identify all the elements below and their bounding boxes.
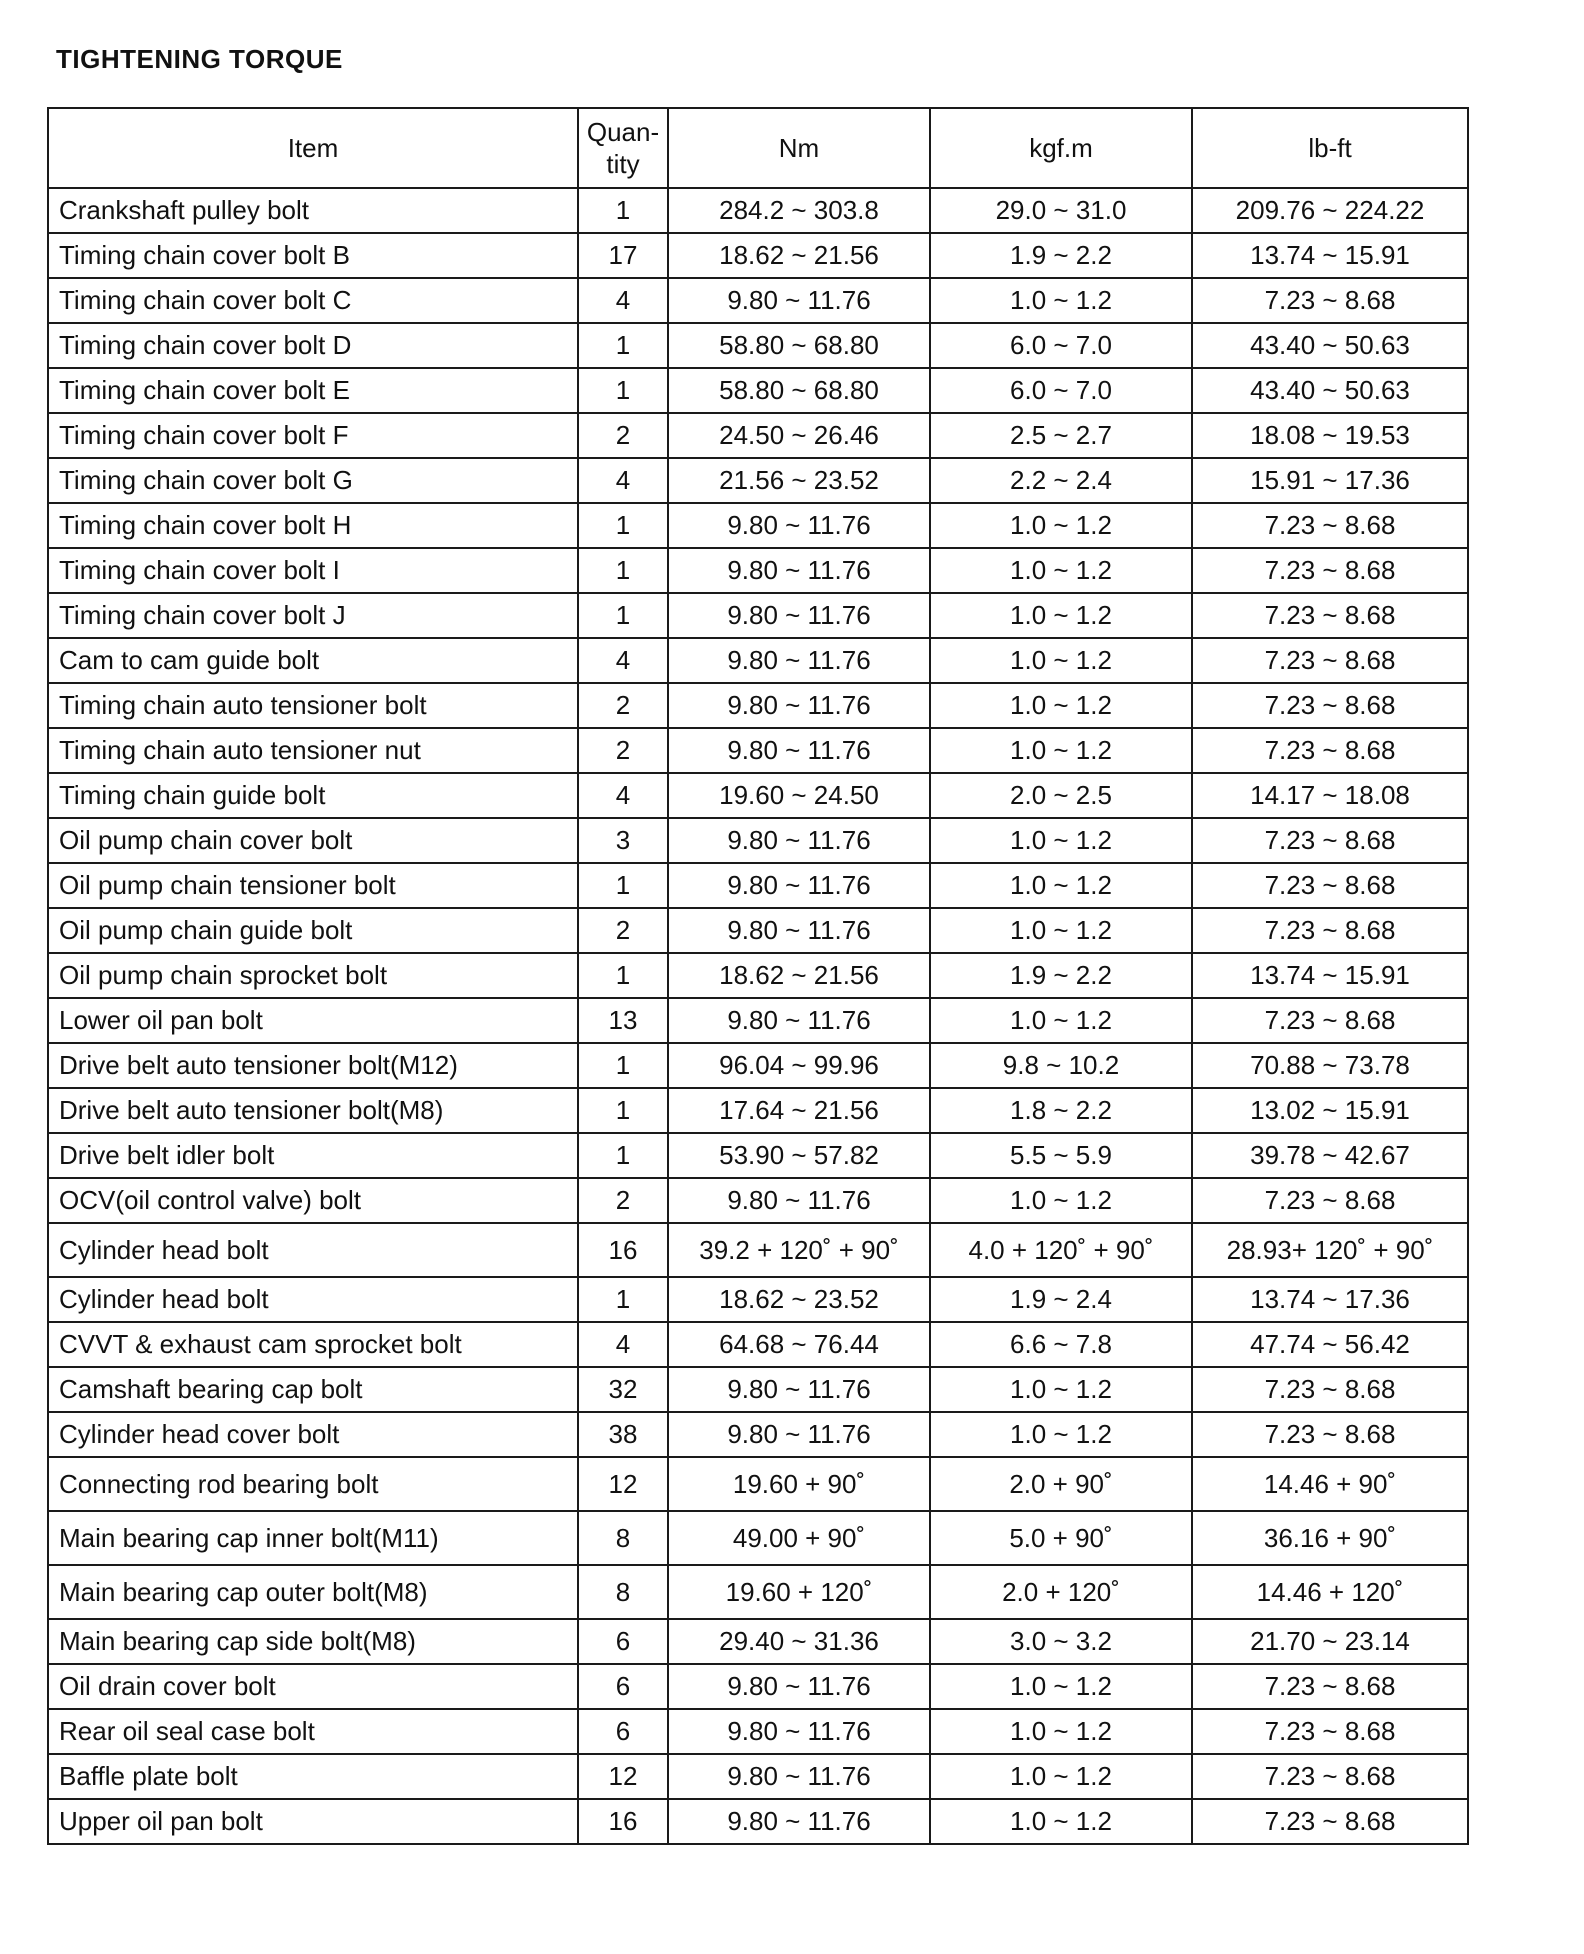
table-row [48, 1799, 1468, 1844]
cell-item: Oil pump chain guide bolt [48, 908, 578, 953]
table-row [48, 863, 1468, 908]
cell-quantity: 2 [578, 1178, 668, 1223]
cell-item: Timing chain cover bolt F [48, 413, 578, 458]
cell-item: Oil pump chain cover bolt [48, 818, 578, 863]
cell-item: Main bearing cap inner bolt(M11) [48, 1511, 578, 1565]
cell-item: Timing chain cover bolt G [48, 458, 578, 503]
cell-item: Drive belt idler bolt [48, 1133, 578, 1178]
cell-item: Crankshaft pulley bolt [48, 188, 578, 233]
table-row [48, 1457, 1468, 1511]
cell-kgfm: 2.5 ~ 2.7 [930, 413, 1192, 458]
cell-item: Timing chain guide bolt [48, 773, 578, 818]
table-row [48, 953, 1468, 998]
table-row [48, 1565, 1468, 1619]
cell-quantity: 4 [578, 458, 668, 503]
cell-quantity: 4 [578, 1322, 668, 1367]
cell-quantity: 17 [578, 233, 668, 278]
cell-lbft: 13.74 ~ 15.91 [1192, 953, 1468, 998]
table-row [48, 908, 1468, 953]
cell-quantity: 1 [578, 188, 668, 233]
cell-item: Timing chain cover bolt C [48, 278, 578, 323]
cell-item: Baffle plate bolt [48, 1754, 578, 1799]
table-row [48, 278, 1468, 323]
cell-lbft: 7.23 ~ 8.68 [1192, 593, 1468, 638]
cell-item: Upper oil pan bolt [48, 1799, 578, 1844]
table-row [48, 638, 1468, 683]
table-row [48, 548, 1468, 593]
table-body [48, 188, 1468, 1844]
cell-lbft: 43.40 ~ 50.63 [1192, 368, 1468, 413]
cell-lbft: 14.46 + 120˚ [1192, 1565, 1468, 1619]
cell-nm: 18.62 ~ 21.56 [668, 233, 930, 278]
cell-item: Cam to cam guide bolt [48, 638, 578, 683]
cell-quantity: 2 [578, 728, 668, 773]
cell-quantity: 3 [578, 818, 668, 863]
table-row [48, 233, 1468, 278]
cell-kgfm: 1.8 ~ 2.2 [930, 1088, 1192, 1133]
cell-quantity: 2 [578, 908, 668, 953]
cell-quantity: 1 [578, 1133, 668, 1178]
cell-kgfm: 1.9 ~ 2.4 [930, 1277, 1192, 1322]
cell-item: Cylinder head bolt [48, 1277, 578, 1322]
cell-nm: 9.80 ~ 11.76 [668, 638, 930, 683]
page-title: TIGHTENING TORQUE [56, 44, 343, 74]
cell-quantity: 1 [578, 953, 668, 998]
cell-nm: 17.64 ~ 21.56 [668, 1088, 930, 1133]
cell-kgfm: 1.0 ~ 1.2 [930, 593, 1192, 638]
cell-kgfm: 1.0 ~ 1.2 [930, 548, 1192, 593]
cell-nm: 64.68 ~ 76.44 [668, 1322, 930, 1367]
cell-kgfm: 6.0 ~ 7.0 [930, 368, 1192, 413]
cell-kgfm: 1.0 ~ 1.2 [930, 1412, 1192, 1457]
cell-nm: 9.80 ~ 11.76 [668, 1412, 930, 1457]
cell-nm: 9.80 ~ 11.76 [668, 683, 930, 728]
cell-lbft: 18.08 ~ 19.53 [1192, 413, 1468, 458]
cell-lbft: 7.23 ~ 8.68 [1192, 863, 1468, 908]
cell-lbft: 7.23 ~ 8.68 [1192, 1412, 1468, 1457]
cell-kgfm: 1.0 ~ 1.2 [930, 1799, 1192, 1844]
cell-nm: 24.50 ~ 26.46 [668, 413, 930, 458]
cell-nm: 18.62 ~ 23.52 [668, 1277, 930, 1322]
cell-kgfm: 2.2 ~ 2.4 [930, 458, 1192, 503]
cell-kgfm: 1.0 ~ 1.2 [930, 1664, 1192, 1709]
cell-lbft: 28.93+ 120˚ + 90˚ [1192, 1223, 1468, 1277]
cell-kgfm: 1.0 ~ 1.2 [930, 998, 1192, 1043]
cell-item: Oil pump chain tensioner bolt [48, 863, 578, 908]
cell-lbft: 7.23 ~ 8.68 [1192, 1709, 1468, 1754]
cell-kgfm: 5.5 ~ 5.9 [930, 1133, 1192, 1178]
cell-quantity: 13 [578, 998, 668, 1043]
cell-lbft: 39.78 ~ 42.67 [1192, 1133, 1468, 1178]
cell-quantity: 32 [578, 1367, 668, 1412]
cell-nm: 9.80 ~ 11.76 [668, 818, 930, 863]
header-quantity-line1: Quan- [586, 117, 660, 147]
cell-kgfm: 5.0 + 90˚ [930, 1511, 1192, 1565]
cell-lbft: 36.16 + 90˚ [1192, 1511, 1468, 1565]
cell-nm: 9.80 ~ 11.76 [668, 1709, 930, 1754]
cell-kgfm: 1.0 ~ 1.2 [930, 278, 1192, 323]
cell-item: Rear oil seal case bolt [48, 1709, 578, 1754]
cell-item: Timing chain auto tensioner bolt [48, 683, 578, 728]
cell-lbft: 7.23 ~ 8.68 [1192, 503, 1468, 548]
cell-quantity: 1 [578, 593, 668, 638]
cell-quantity: 6 [578, 1619, 668, 1664]
header-kgfm: kgf.m [930, 108, 1192, 188]
cell-item: CVVT & exhaust cam sprocket bolt [48, 1322, 578, 1367]
cell-item: Cylinder head bolt [48, 1223, 578, 1277]
header-item: Item [48, 108, 578, 188]
cell-kgfm: 29.0 ~ 31.0 [930, 188, 1192, 233]
cell-nm: 9.80 ~ 11.76 [668, 998, 930, 1043]
cell-quantity: 1 [578, 1088, 668, 1133]
cell-quantity: 16 [578, 1223, 668, 1277]
cell-quantity: 1 [578, 368, 668, 413]
table-row [48, 593, 1468, 638]
cell-lbft: 7.23 ~ 8.68 [1192, 1664, 1468, 1709]
cell-item: OCV(oil control valve) bolt [48, 1178, 578, 1223]
cell-lbft: 7.23 ~ 8.68 [1192, 683, 1468, 728]
cell-nm: 9.80 ~ 11.76 [668, 728, 930, 773]
cell-quantity: 1 [578, 1277, 668, 1322]
table-row [48, 1511, 1468, 1565]
cell-nm: 58.80 ~ 68.80 [668, 368, 930, 413]
table-row [48, 1709, 1468, 1754]
cell-quantity: 1 [578, 863, 668, 908]
cell-lbft: 43.40 ~ 50.63 [1192, 323, 1468, 368]
cell-quantity: 1 [578, 323, 668, 368]
cell-lbft: 70.88 ~ 73.78 [1192, 1043, 1468, 1088]
cell-quantity: 8 [578, 1565, 668, 1619]
cell-nm: 53.90 ~ 57.82 [668, 1133, 930, 1178]
cell-kgfm: 1.0 ~ 1.2 [930, 1754, 1192, 1799]
cell-item: Main bearing cap outer bolt(M8) [48, 1565, 578, 1619]
cell-quantity: 6 [578, 1664, 668, 1709]
cell-lbft: 7.23 ~ 8.68 [1192, 998, 1468, 1043]
cell-quantity: 16 [578, 1799, 668, 1844]
cell-quantity: 38 [578, 1412, 668, 1457]
cell-lbft: 7.23 ~ 8.68 [1192, 728, 1468, 773]
cell-kgfm: 1.0 ~ 1.2 [930, 1709, 1192, 1754]
cell-nm: 21.56 ~ 23.52 [668, 458, 930, 503]
cell-kgfm: 2.0 ~ 2.5 [930, 773, 1192, 818]
cell-nm: 9.80 ~ 11.76 [668, 503, 930, 548]
table-row [48, 1322, 1468, 1367]
table-row [48, 188, 1468, 233]
table-row [48, 1367, 1468, 1412]
cell-item: Oil drain cover bolt [48, 1664, 578, 1709]
cell-item: Drive belt auto tensioner bolt(M12) [48, 1043, 578, 1088]
header-quantity [578, 108, 668, 188]
cell-item: Timing chain cover bolt I [48, 548, 578, 593]
cell-quantity: 2 [578, 683, 668, 728]
cell-nm: 9.80 ~ 11.76 [668, 1799, 930, 1844]
cell-nm: 58.80 ~ 68.80 [668, 323, 930, 368]
cell-quantity: 8 [578, 1511, 668, 1565]
cell-quantity: 12 [578, 1754, 668, 1799]
torque-table [47, 107, 1469, 1845]
table-row [48, 728, 1468, 773]
cell-quantity: 2 [578, 413, 668, 458]
cell-item: Timing chain cover bolt E [48, 368, 578, 413]
cell-lbft: 47.74 ~ 56.42 [1192, 1322, 1468, 1367]
header-nm: Nm [668, 108, 930, 188]
cell-lbft: 14.17 ~ 18.08 [1192, 773, 1468, 818]
table-row [48, 1088, 1468, 1133]
cell-lbft: 14.46 + 90˚ [1192, 1457, 1468, 1511]
table-row [48, 1133, 1468, 1178]
cell-quantity: 4 [578, 278, 668, 323]
cell-item: Oil pump chain sprocket bolt [48, 953, 578, 998]
cell-lbft: 21.70 ~ 23.14 [1192, 1619, 1468, 1664]
cell-kgfm: 1.0 ~ 1.2 [930, 863, 1192, 908]
table-header-row [48, 108, 1468, 188]
cell-nm: 9.80 ~ 11.76 [668, 548, 930, 593]
cell-item: Lower oil pan bolt [48, 998, 578, 1043]
cell-item: Timing chain cover bolt B [48, 233, 578, 278]
cell-item: Cylinder head cover bolt [48, 1412, 578, 1457]
cell-lbft: 13.02 ~ 15.91 [1192, 1088, 1468, 1133]
cell-lbft: 7.23 ~ 8.68 [1192, 548, 1468, 593]
cell-nm: 49.00 + 90˚ [668, 1511, 930, 1565]
table-row [48, 1178, 1468, 1223]
cell-nm: 9.80 ~ 11.76 [668, 278, 930, 323]
cell-nm: 9.80 ~ 11.76 [668, 1664, 930, 1709]
cell-kgfm: 1.9 ~ 2.2 [930, 233, 1192, 278]
cell-kgfm: 4.0 + 120˚ + 90˚ [930, 1223, 1192, 1277]
cell-kgfm: 1.9 ~ 2.2 [930, 953, 1192, 998]
cell-kgfm: 1.0 ~ 1.2 [930, 1178, 1192, 1223]
cell-lbft: 7.23 ~ 8.68 [1192, 818, 1468, 863]
cell-quantity: 12 [578, 1457, 668, 1511]
table-row [48, 683, 1468, 728]
table-row [48, 1043, 1468, 1088]
table-row [48, 1619, 1468, 1664]
cell-kgfm: 1.0 ~ 1.2 [930, 683, 1192, 728]
cell-item: Timing chain cover bolt J [48, 593, 578, 638]
cell-kgfm: 6.6 ~ 7.8 [930, 1322, 1192, 1367]
header-quantity-line2: tity [606, 149, 640, 179]
cell-nm: 9.80 ~ 11.76 [668, 863, 930, 908]
cell-lbft: 7.23 ~ 8.68 [1192, 1754, 1468, 1799]
table-row [48, 368, 1468, 413]
cell-quantity: 1 [578, 503, 668, 548]
cell-lbft: 13.74 ~ 15.91 [1192, 233, 1468, 278]
cell-nm: 18.62 ~ 21.56 [668, 953, 930, 998]
cell-item: Camshaft bearing cap bolt [48, 1367, 578, 1412]
cell-lbft: 7.23 ~ 8.68 [1192, 638, 1468, 683]
table-row [48, 1223, 1468, 1277]
cell-item: Main bearing cap side bolt(M8) [48, 1619, 578, 1664]
table-row [48, 998, 1468, 1043]
cell-quantity: 4 [578, 638, 668, 683]
cell-kgfm: 1.0 ~ 1.2 [930, 503, 1192, 548]
cell-nm: 9.80 ~ 11.76 [668, 593, 930, 638]
table-row [48, 413, 1468, 458]
table-row [48, 503, 1468, 548]
table-row [48, 1412, 1468, 1457]
cell-quantity: 1 [578, 548, 668, 593]
table-row [48, 773, 1468, 818]
cell-item: Drive belt auto tensioner bolt(M8) [48, 1088, 578, 1133]
cell-nm: 19.60 + 120˚ [668, 1565, 930, 1619]
table-row [48, 818, 1468, 863]
cell-kgfm: 2.0 + 90˚ [930, 1457, 1192, 1511]
cell-lbft: 7.23 ~ 8.68 [1192, 278, 1468, 323]
cell-nm: 96.04 ~ 99.96 [668, 1043, 930, 1088]
header-lbft: lb-ft [1192, 108, 1468, 188]
cell-lbft: 7.23 ~ 8.68 [1192, 1367, 1468, 1412]
cell-kgfm: 9.8 ~ 10.2 [930, 1043, 1192, 1088]
cell-lbft: 7.23 ~ 8.68 [1192, 1178, 1468, 1223]
cell-lbft: 7.23 ~ 8.68 [1192, 1799, 1468, 1844]
cell-nm: 9.80 ~ 11.76 [668, 1178, 930, 1223]
cell-item: Timing chain cover bolt D [48, 323, 578, 368]
cell-nm: 9.80 ~ 11.76 [668, 1754, 930, 1799]
cell-quantity: 6 [578, 1709, 668, 1754]
cell-kgfm: 3.0 ~ 3.2 [930, 1619, 1192, 1664]
cell-kgfm: 1.0 ~ 1.2 [930, 1367, 1192, 1412]
table-row [48, 1277, 1468, 1322]
cell-nm: 19.60 + 90˚ [668, 1457, 930, 1511]
cell-kgfm: 1.0 ~ 1.2 [930, 728, 1192, 773]
cell-nm: 19.60 ~ 24.50 [668, 773, 930, 818]
table-row [48, 1754, 1468, 1799]
table-row [48, 323, 1468, 368]
cell-kgfm: 1.0 ~ 1.2 [930, 908, 1192, 953]
cell-item: Timing chain cover bolt H [48, 503, 578, 548]
cell-nm: 39.2 + 120˚ + 90˚ [668, 1223, 930, 1277]
cell-kgfm: 1.0 ~ 1.2 [930, 638, 1192, 683]
cell-nm: 284.2 ~ 303.8 [668, 188, 930, 233]
cell-nm: 29.40 ~ 31.36 [668, 1619, 930, 1664]
table-row [48, 1664, 1468, 1709]
cell-nm: 9.80 ~ 11.76 [668, 908, 930, 953]
cell-kgfm: 1.0 ~ 1.2 [930, 818, 1192, 863]
table-row [48, 458, 1468, 503]
cell-quantity: 1 [578, 1043, 668, 1088]
cell-lbft: 7.23 ~ 8.68 [1192, 908, 1468, 953]
cell-nm: 9.80 ~ 11.76 [668, 1367, 930, 1412]
cell-lbft: 13.74 ~ 17.36 [1192, 1277, 1468, 1322]
cell-lbft: 15.91 ~ 17.36 [1192, 458, 1468, 503]
cell-item: Connecting rod bearing bolt [48, 1457, 578, 1511]
cell-quantity: 4 [578, 773, 668, 818]
cell-kgfm: 2.0 + 120˚ [930, 1565, 1192, 1619]
cell-lbft: 209.76 ~ 224.22 [1192, 188, 1468, 233]
cell-item: Timing chain auto tensioner nut [48, 728, 578, 773]
cell-kgfm: 6.0 ~ 7.0 [930, 323, 1192, 368]
